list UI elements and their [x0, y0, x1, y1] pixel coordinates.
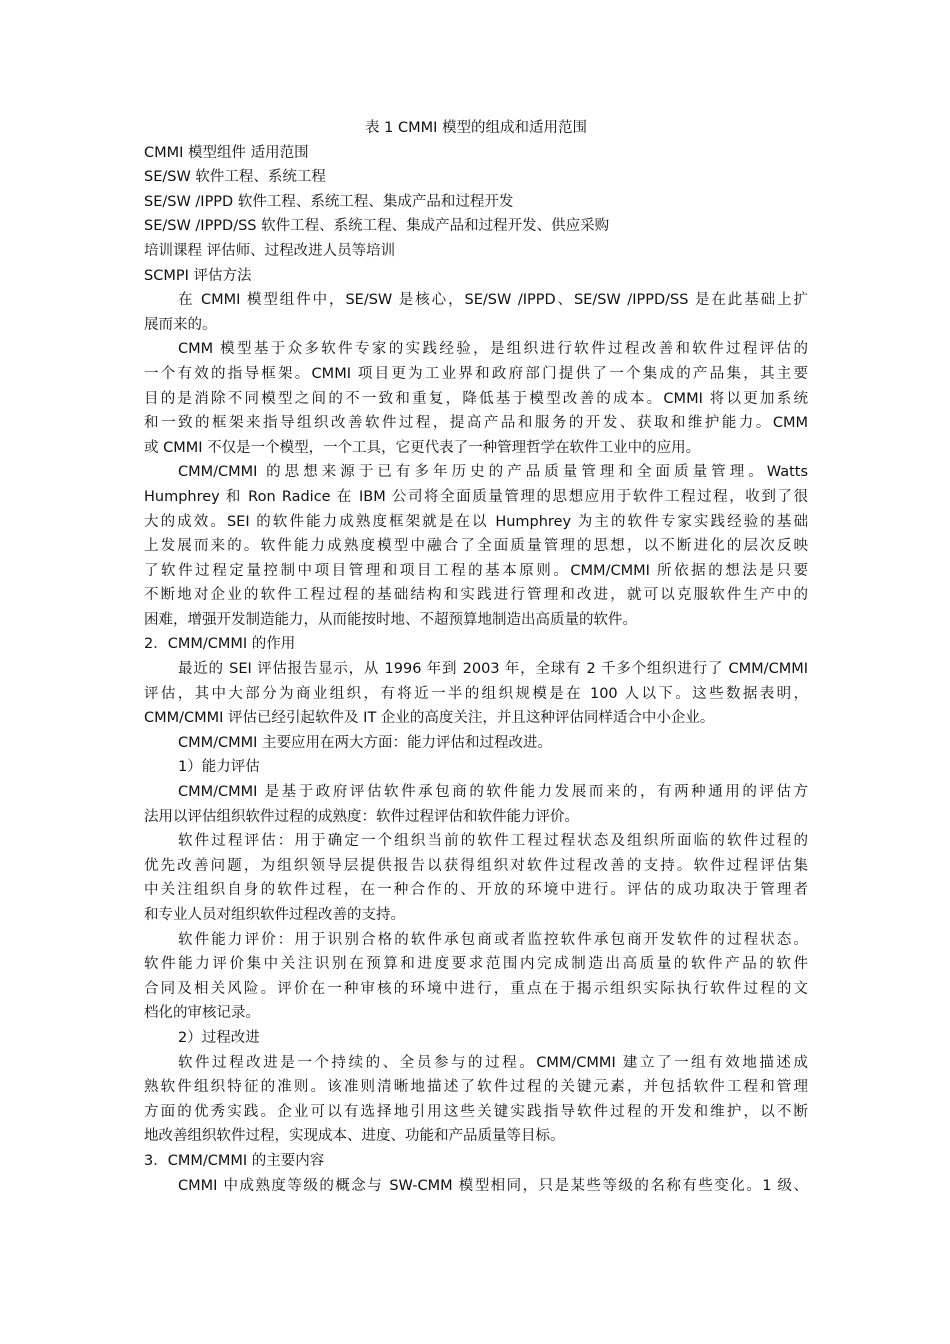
paragraph-5: CMM/CMMI 主要应用在两大方面：能力评估和过程改进。: [178, 734, 553, 751]
text-line: 了软件过程定量控制中项目管理和项目工程的基本原则。CMM/CMMI 所依据的想法是只要: [144, 562, 808, 579]
text-line: 和专业人员对组织软件过程改善的支持。: [144, 907, 405, 923]
text-line: 软件过程改进是一个持续的、全员参与的过程。CMM/CMMI 建立了一组有效地描述成: [178, 1054, 808, 1071]
section-heading-3: 3．CMM/CMMI 的主要内容: [144, 1152, 325, 1169]
text-line: 优先改善问题，为组织领导层提供报告以获得组织对软件过程改善的支持。软件过程评估集: [144, 857, 808, 874]
text-line: CMM/CMMI 是基于政府评估软件承包商的软件能力发展而来的，有两种通用的评估方: [178, 784, 808, 801]
text-line: 展而来的。: [144, 316, 217, 333]
text-line: 最近的 SEI 评估报告显示，从 1996 年到 2003 年，全球有 2 千多个组织进行了 CMM/CMMI: [178, 661, 808, 678]
text-line: 一个有效的指导框架。CMMI 项目更为工业界和政府部门提供了一个集成的产品集，其主要: [144, 365, 808, 382]
text-line: 方面的优秀实践。企业可以有选择地引用这些关键实践指导软件过程的开发和维护，以不断: [144, 1103, 808, 1120]
text-line: 目的是消除不同模型之间的不一致和重复，降低基于模型改善的成本。CMMI 将以更加系统: [144, 390, 808, 407]
text-line: 或 CMMI 不仅是一个模型，一个工具，它更代表了一种管理哲学在软件工业中的应用。: [144, 439, 701, 456]
text-line: CMM/CMMI 的思想来源于已有多年历史的产品质量管理和全面质量管理。Watts: [178, 464, 808, 481]
paragraph-6: [144, 780, 808, 829]
table-row: SE/SW /IPPD 软件工程、系统工程、集成产品和过程开发: [144, 193, 514, 210]
text-line: 大的成效。SEI 的软件能力成熟度框架就是在以 Humphrey 为主的软件专家实践经验的基础: [144, 513, 808, 530]
text-line: 在 CMMI 模型组件中，SE/SW 是核心，SE/SW /IPPD、SE/SW /IPPD/SS 是在此基础上扩: [178, 292, 808, 309]
table-header: CMMI 模型组件 适用范围: [144, 144, 309, 161]
text-line: 和一致的框架来指导组织改善软件过程，提高产品和服务的开发、获取和维护能力。CMM: [144, 415, 808, 432]
text-line: 法用以评估组织软件过程的成熟度：软件过程评估和软件能力评价。: [144, 808, 579, 825]
text-line: 不断地对企业的软件工程过程的基础结构和实践进行管理和改进，就可以克服软件生产中的: [144, 587, 808, 604]
text-line: 地改善组织软件过程，实现成本、进度、功能和产品质量等目标。: [144, 1128, 565, 1145]
paragraph-4: [144, 657, 808, 731]
paragraph-1: [144, 288, 808, 337]
document-page: [144, 116, 808, 1198]
paragraph-9: [144, 1051, 808, 1149]
table-row: SE/SW 软件工程、系统工程: [144, 169, 326, 186]
table-title: 表 1 CMMI 模型的组成和适用范围: [365, 120, 587, 136]
text-line: 困难，增强开发制造能力，从而能按时地、不超预算地制造出高质量的软件。: [144, 611, 637, 628]
paragraph-8: [144, 928, 808, 1026]
section-heading-2: 2．CMM/CMMI 的作用: [144, 636, 296, 653]
text-line: 档化的审核记录。: [144, 1005, 260, 1022]
text-line: CMM 模型基于众多软件专家的实践经验，是组织进行软件过程改善和软件过程评估的: [178, 341, 808, 358]
text-line: Humphrey 和 Ron Radice 在 IBM 公司将全面质量管理的思想应用于软件工程过程，收到了很: [144, 488, 808, 505]
table-row: SCMPI 评估方法: [144, 267, 252, 284]
paragraph-10: [144, 1174, 808, 1199]
paragraph-3: [144, 460, 808, 632]
text-line: 评估，其中大部分为商业组织，有将近一半的组织规模是在 100 人以下。这些数据表明，: [144, 685, 808, 702]
text-line: 中关注组织自身的软件过程，在一种合作的、开放的环境中进行。评估的成功取决于管理者: [144, 882, 808, 899]
text-line: 合同及相关风险。评价在一种审核的环境中进行，重点在于揭示组织实际执行软件过程的文: [144, 980, 808, 997]
text-line: 熟软件组织特征的准则。该准则清晰地描述了软件过程的关键元素，并包括软件工程和管理: [144, 1079, 808, 1096]
paragraph-2: [144, 337, 808, 460]
table-row: SE/SW /IPPD/SS 软件工程、系统工程、集成产品和过程开发、供应采购: [144, 218, 610, 235]
paragraph-7: [144, 829, 808, 927]
text-line: CMMI 中成熟度等级的概念与 SW-CMM 模型相同，只是某些等级的名称有些变化。1 级、: [178, 1177, 808, 1194]
text-line: 软件能力评价：用于识别合格的软件承包商或者监控软件承包商开发软件的过程状态。: [178, 931, 808, 948]
text-line: 上发展而来的。软件能力成熟度模型中融合了全面质量管理的思想，以不断进化的层次反映: [144, 538, 808, 555]
subheading-capability-assessment: 1）能力评估: [178, 759, 260, 776]
text-line: CMM/CMMI 评估已经引起软件及 IT 企业的高度关注，并且这种评估同样适合中小企业。: [144, 710, 715, 727]
text-line: 软件过程评估：用于确定一个组织当前的软件工程过程状态及组织所面临的软件过程的: [178, 833, 808, 850]
subheading-process-improvement: 2）过程改进: [178, 1029, 260, 1046]
table-row: 培训课程 评估师、过程改进人员等培训: [144, 242, 396, 259]
text-line: 软件能力评价集中关注识别在预算和进度要求范围内完成制造出高质量的软件产品的软件: [144, 956, 808, 973]
